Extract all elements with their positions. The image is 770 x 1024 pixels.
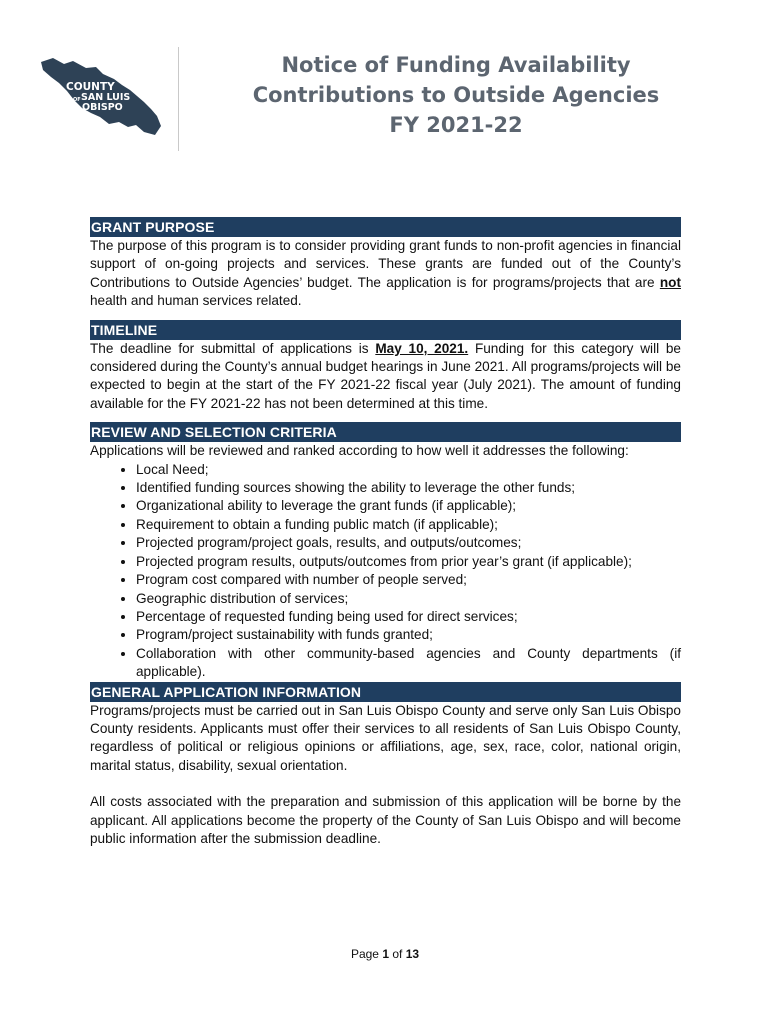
- criteria-item: • Program cost compared with number of people served;: [136, 571, 681, 589]
- criteria-item: • Collaboration with other community-based agencies and County departments (if applicable).: [136, 645, 681, 682]
- review-intro: Applications will be reviewed and ranked according to how well it addresses the following:: [90, 443, 629, 459]
- criteria-list: [90, 461, 681, 682]
- criteria-item: • Geographic distribution of services;: [136, 590, 681, 608]
- document-body: [90, 217, 681, 848]
- grant-purpose-heading: GRANT PURPOSE: [90, 217, 681, 237]
- timeline-deadline: May 10, 2021.: [375, 340, 469, 356]
- general-info-paragraph-1: Programs/projects must be carried out in San Luis Obispo County and serve only San Luis Obispo County residents. Applicants must offer their services to all residents of San Luis Obispo County, regardless of political or religious opinions or affiliations, age, sex, race, color, national origin, marital status, disability, sexual orientation.: [90, 702, 681, 773]
- footer-of-label: of: [392, 947, 403, 961]
- grant-purpose-emphasis: not: [659, 274, 681, 290]
- logo-line-county: COUNTY: [66, 81, 115, 93]
- page-footer: [0, 947, 770, 961]
- title-line-1: Notice of Funding Availability: [281, 53, 631, 77]
- grant-purpose-text-end: health and human services related.: [90, 293, 302, 309]
- grant-purpose-text-start: The purpose of this program is to consider providing grant funds to non-profit agencies in financial support of on-going projects and services. These grants are funded out of the County’s Contributions to Outside Agencies’ budget. The application is for programs/projects that are: [90, 238, 681, 290]
- header-divider: [178, 47, 179, 151]
- timeline-heading: TIMELINE: [90, 320, 681, 340]
- timeline-text-end: Funding for this category will be considered during the County’s annual budget hearings in June 2021. All programs/projects will be expected to begin at the start of the FY 2021-22 fiscal year (July 2021). The amount of funding available for the FY 2021-22 has not been determined at this time.: [90, 340, 681, 411]
- general-info-paragraph-2: All costs associated with the preparation and submission of this application will be borne by the applicant. All applications become the property of the County of San Luis Obispo and will become public information after the submission deadline.: [90, 794, 681, 846]
- criteria-item: • Projected program/project goals, results, and outputs/outcomes;: [136, 534, 681, 552]
- logo-line-obispo: OBISPO: [82, 102, 123, 113]
- criteria-item: • Organizational ability to leverage the grant funds (if applicable);: [136, 497, 681, 515]
- criteria-item: • Identified funding sources showing the ability to leverage the other funds;: [136, 479, 681, 497]
- footer-page-label: Page: [350, 947, 379, 961]
- criteria-item: • Requirement to obtain a funding public match (if applicable);: [136, 516, 681, 534]
- logo-line-of: OF: [73, 97, 81, 103]
- criteria-item: • Local Need;: [136, 461, 681, 479]
- criteria-item: • Percentage of requested funding being used for direct services;: [136, 608, 681, 626]
- criteria-item: • Projected program results, outputs/outcomes from prior year’s grant (if applicable);: [136, 553, 681, 571]
- title-line-3: FY 2021-22: [389, 113, 523, 137]
- general-info-heading: GENERAL APPLICATION INFORMATION: [90, 682, 681, 702]
- review-criteria-heading: REVIEW AND SELECTION CRITERIA: [90, 422, 681, 442]
- title-line-2: Contributions to Outside Agencies: [252, 83, 660, 107]
- timeline-text-start: The deadline for submittal of applications is: [90, 340, 376, 356]
- timeline-text: [90, 340, 681, 414]
- criteria-item: • Program/project sustainability with funds granted;: [136, 626, 681, 644]
- logo-line-san-luis: SAN LUIS: [81, 92, 131, 103]
- county-logo: [40, 55, 162, 141]
- footer-total-pages: 13: [405, 947, 420, 961]
- footer-page-number: 1: [382, 947, 389, 961]
- document-title: [200, 50, 712, 140]
- grant-purpose-text: [90, 237, 681, 311]
